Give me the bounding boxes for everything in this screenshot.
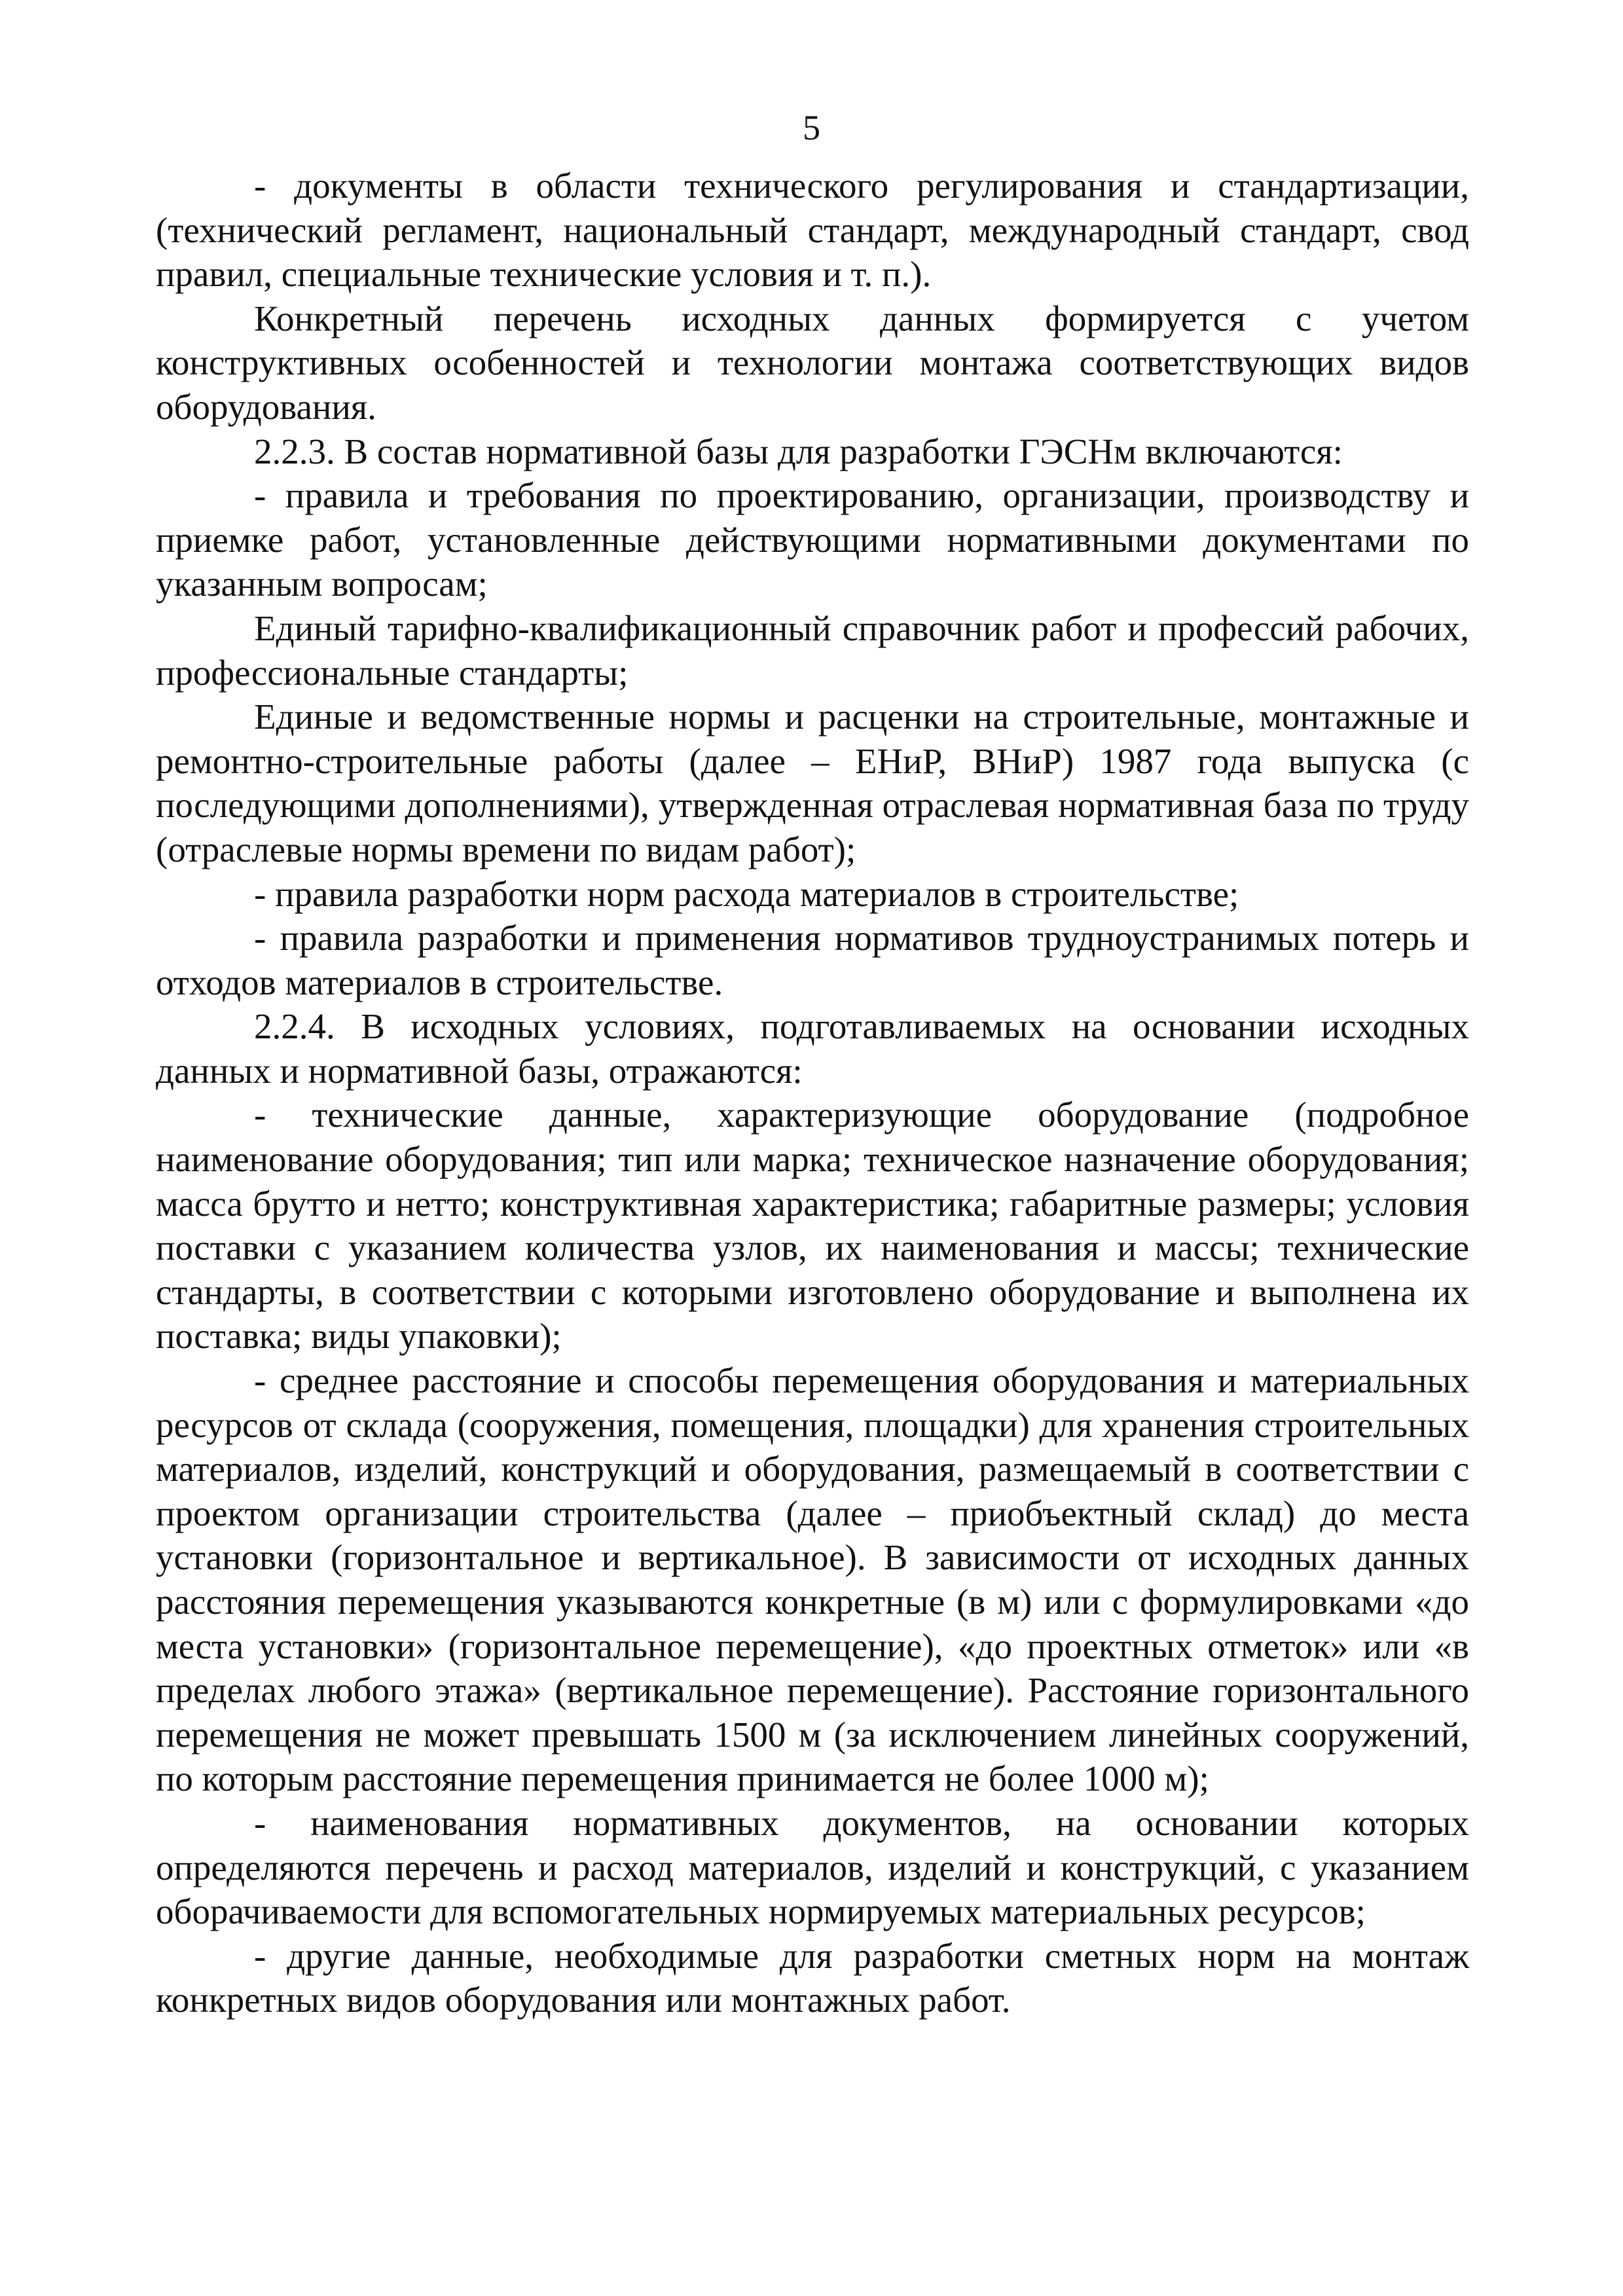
paragraph-standards-documents: - документы в области технического регулирования и стандартизации, (технический регламент, национальный стандарт, международный стандарт, свод правил, специальные технические условия и т. п.).: [156, 166, 1469, 295]
paragraph-design-rules: - правила и требования по проектированию, организации, производству и приемке работ, установленные действующими нормативными документами по указанным вопросам;: [156, 475, 1469, 604]
paragraph-transport-distance: - среднее расстояние и способы перемещения оборудования и материальных ресурсов от склада (сооружения, помещения, площадки) для хранения строительных материалов, изделий, конструкций и оборудования, размещаемый в соответствии с проектом организации строительства (далее – приобъектный склад) до места установки (горизонтальное и вертикальное). В зависимости от исходных данных расстояния перемещения указываются конкретные (в м) или с формулировками «до места установки» (горизонтальное перемещение), «до проектных отметок» или «в пределах любого этажа» (вертикальное перемещение). Расстояние горизонтального перемещения не может превышать 1500 м (за исключением линейных сооружений, по которым расстояние перемещения принимается не более 1000 м);: [156, 1360, 1469, 1799]
paragraph-technical-data: - технические данные, характеризующие оборудование (подробное наименование оборудования; тип или марка; техническое назначение оборудования; масса брутто и нетто; конструктивная характеристика; габаритные размеры; условия поставки с указанием количества узлов, их наименования и массы; технические стандарты, в соответствии с которыми изготовлено оборудование и выполнена их поставка; виды упаковки);: [156, 1095, 1469, 1357]
paragraph-2-2-3-heading: 2.2.3. В состав нормативной базы для разработки ГЭСНм включаются:: [254, 431, 1343, 471]
page-number: 5: [803, 108, 820, 147]
paragraph-enir-vnir: Единые и ведомственные нормы и расценки на строительные, монтажные и ремонтно-строительные работы (далее – ЕНиР, ВНиР) 1987 года выпуска (с последующими дополнениями), утвержденная отраслевая нормативная база по труду (отраслевые нормы времени по видам работ);: [156, 697, 1469, 869]
paragraph-other-data: - другие данные, необходимые для разработки сметных норм на монтаж конкретных видов оборудования или монтажных работ.: [156, 1935, 1469, 2020]
paragraph-source-data-list: Конкретный перечень исходных данных формируется с учетом конструктивных особенностей и технологии монтажа соответствующих видов оборудования.: [156, 298, 1469, 427]
paragraph-normative-documents: - наименования нормативных документов, на основании которых определяются перечень и расход материалов, изделий и конструкций, с указанием оборачиваемости для вспомогательных нормируемых материальных ресурсов;: [156, 1802, 1469, 1932]
paragraph-2-2-4-heading: 2.2.4. В исходных условиях, подготавливаемых на основании исходных данных и нормативной базы, отражаются:: [156, 1006, 1469, 1091]
paragraph-material-norms: - правила разработки норм расхода материалов в строительстве;: [254, 873, 1239, 914]
paragraph-tariff-handbook: Единый тарифно-квалификационный справочник работ и профессий рабочих, профессиональные стандарты;: [156, 608, 1469, 693]
paragraph-material-losses: - правила разработки и применения нормативов трудноустранимых потерь и отходов материалов в строительстве.: [156, 918, 1469, 1002]
body-text: [156, 164, 1469, 2022]
